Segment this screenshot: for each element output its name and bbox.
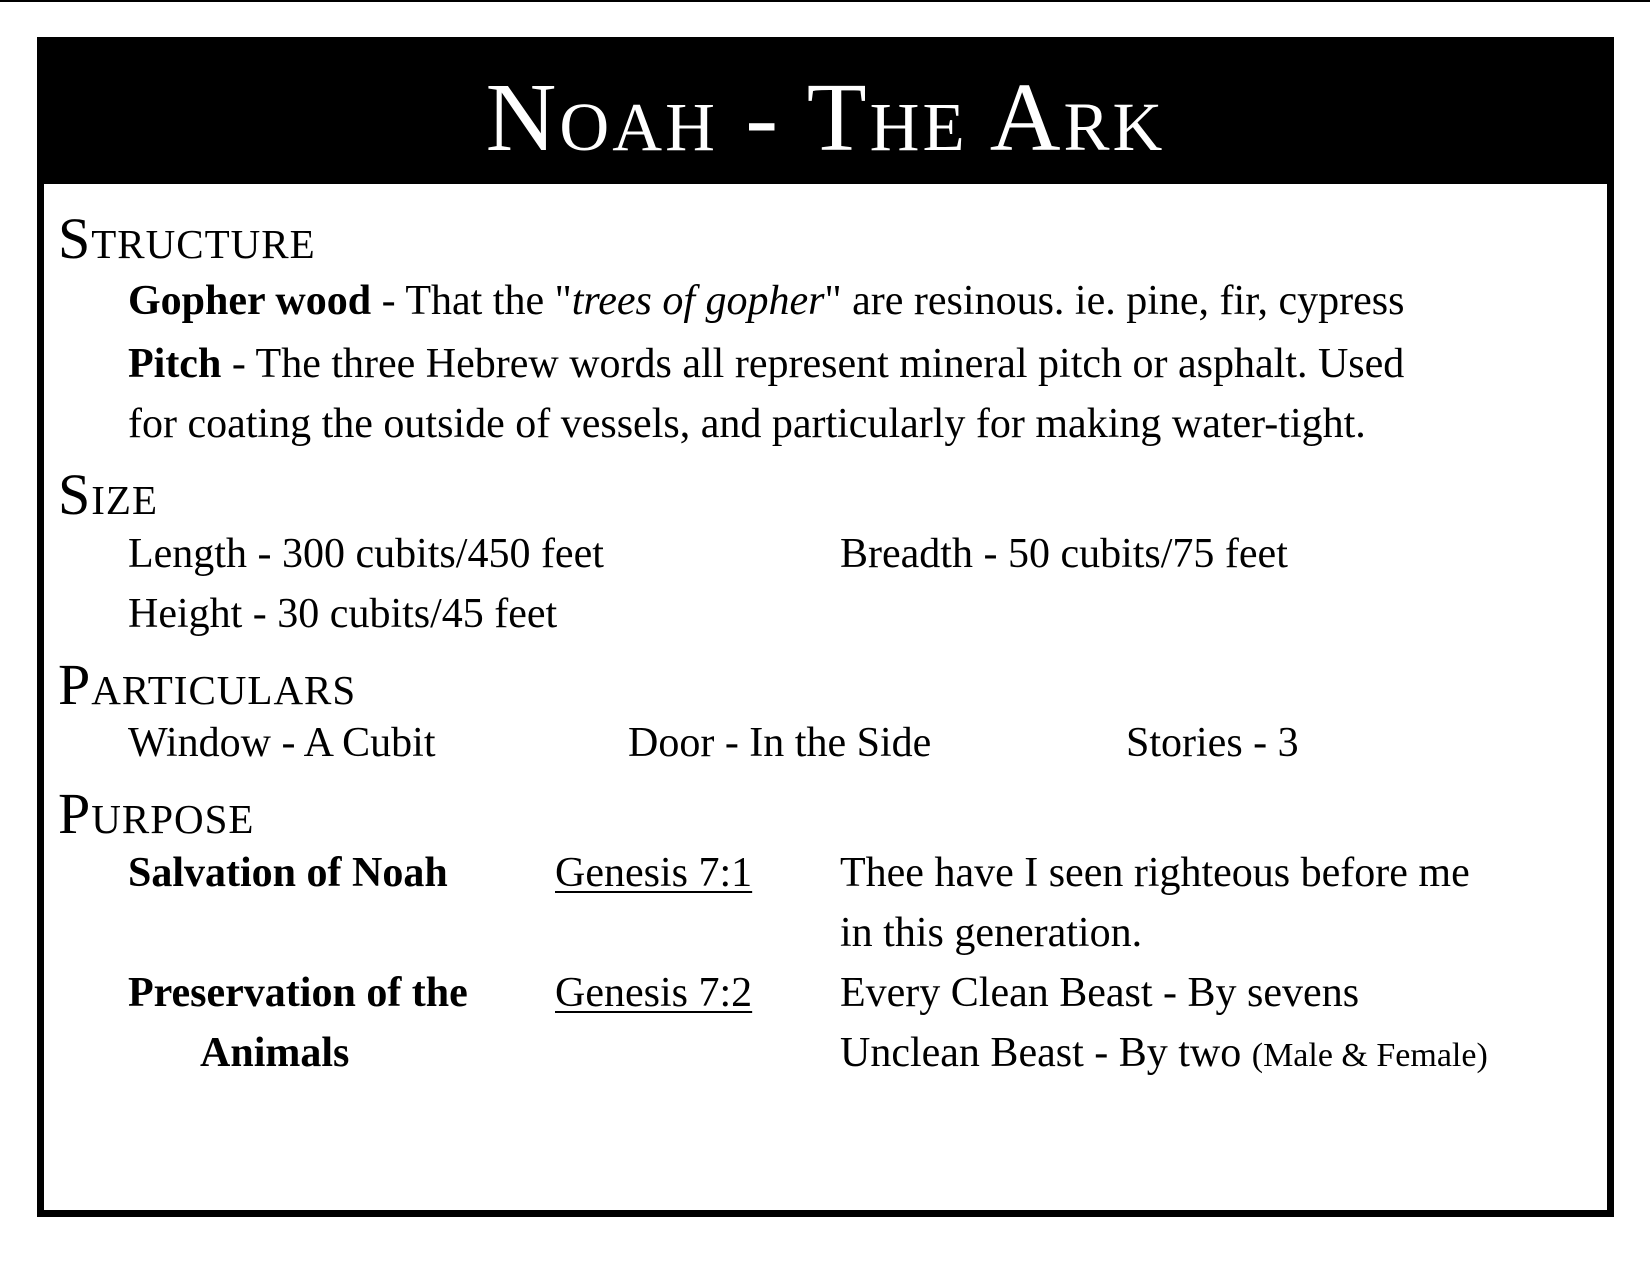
preservation-unclean-note: (Male & Female) <box>1251 1037 1488 1074</box>
gopher-wood-italic: trees of gopher <box>571 278 825 324</box>
size-heading: Size <box>58 462 158 527</box>
gopher-wood-post: " are resinous. ie. pine, fir, cypress <box>824 278 1405 324</box>
particulars-door: Door - In the Side <box>628 720 932 766</box>
title-banner <box>44 44 1607 184</box>
preservation-unclean: Unclean Beast - By two <box>840 1030 1252 1076</box>
pitch-line-2: for coating the outside of vessels, and particularly for making water-tight. <box>128 401 1366 447</box>
particulars-stories: Stories - 3 <box>1126 720 1299 766</box>
salvation-reference: Genesis 7:1 <box>555 850 753 896</box>
structure-heading: Structure <box>58 206 316 271</box>
ark-card <box>37 37 1614 1217</box>
page-title: Noah - The Ark <box>485 64 1166 172</box>
size-length: Length - 300 cubits/450 feet <box>128 531 604 577</box>
preservation-clean: Every Clean Beast - By sevens <box>840 970 1360 1016</box>
size-breadth: Breadth - 50 cubits/75 feet <box>840 531 1288 577</box>
particulars-window: Window - A Cubit <box>128 720 436 766</box>
salvation-label: Salvation of Noah <box>128 850 448 896</box>
pitch-term: Pitch <box>128 341 222 387</box>
salvation-text-2: in this generation. <box>840 910 1143 956</box>
gopher-wood-pre: - That the " <box>371 278 572 324</box>
pitch-text-1: - The three Hebrew words all represent mineral pitch or asphalt. Used <box>221 341 1405 387</box>
top-rule <box>0 0 1650 2</box>
preservation-reference: Genesis 7:2 <box>555 970 753 1016</box>
pitch-line-1 <box>128 343 1404 385</box>
purpose-heading: Purpose <box>58 781 255 846</box>
gopher-wood-line <box>128 280 1404 322</box>
preservation-label-2: Animals <box>200 1030 350 1076</box>
gopher-wood-term: Gopher wood <box>128 278 372 324</box>
preservation-label-1: Preservation of the <box>128 970 468 1016</box>
particulars-heading: Particulars <box>58 652 357 717</box>
salvation-text-1: Thee have I seen righteous before me <box>840 850 1470 896</box>
preservation-unclean-line <box>840 1032 1488 1074</box>
size-height: Height - 30 cubits/45 feet <box>128 591 558 637</box>
